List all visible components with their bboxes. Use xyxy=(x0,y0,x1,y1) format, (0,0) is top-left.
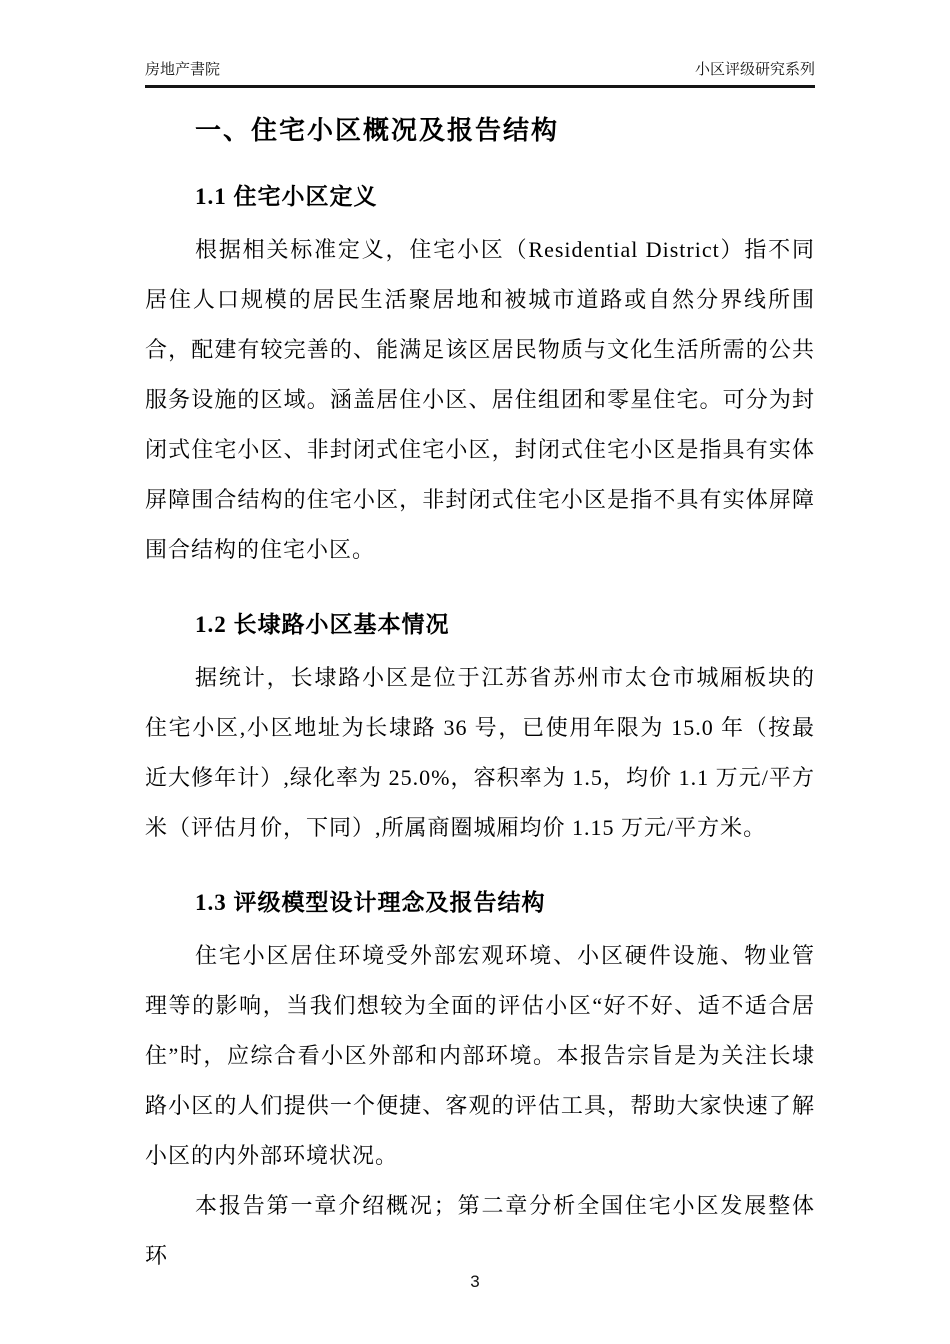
section-1-3-paragraph-1: 住宅小区居住环境受外部宏观环境、小区硬件设施、物业管理等的影响，当我们想较为全面的评估小区“好不好、适不适合居住”时，应综合看小区外部和内部环境。本报告宗旨是为关注长埭路小区的人们提供一个便捷、客观的评估工具，帮助大家快速了解小区的内外部环境状况。 xyxy=(145,943,815,1168)
section-1-1-paragraph: 根据相关标准定义，住宅小区（Residential District）指不同居住人口规模的居民生活聚居地和被城市道路或自然分界线所围合，配建有较完善的、能满足该区居民物质与文化生活所需的公共服务设施的区域。涵盖居住小区、居住组团和零星住宅。可分为封闭式住宅小区、非封闭式住宅小区，封闭式住宅小区是指具有实体屏障围合结构的住宅小区，非封闭式住宅小区是指不具有实体屏障围合结构的住宅小区。 xyxy=(145,237,815,562)
section-heading-1-3: 1.3 评级模型设计理念及报告结构 xyxy=(195,890,546,915)
page-header xyxy=(145,0,815,88)
header-right-text: 小区评级研究系列 xyxy=(694,61,815,78)
page-title: 一、住宅小区概况及报告结构 xyxy=(195,116,560,145)
section-heading-1-1: 1.1 住宅小区定义 xyxy=(195,184,378,209)
page-number: 3 xyxy=(470,1272,480,1291)
section-1-2-paragraph: 据统计，长埭路小区是位于江苏省苏州市太仓市城厢板块的住宅小区,小区地址为长埭路 36 号，已使用年限为 15.0 年（按最近大修年计）,绿化率为 25.0%，容积率为 1.5，均价 1.1 万元/平方米（评估月价，下同）,所属商圈城厢均价 1.15 万元/平方米。 xyxy=(145,665,815,840)
section-heading-1-2: 1.2 长埭路小区基本情况 xyxy=(195,612,450,637)
section-1-3-paragraph-2: 本报告第一章介绍概况；第二章分析全国住宅小区发展整体环 xyxy=(145,1193,815,1268)
header-left-text: 房地产書院 xyxy=(145,61,221,78)
